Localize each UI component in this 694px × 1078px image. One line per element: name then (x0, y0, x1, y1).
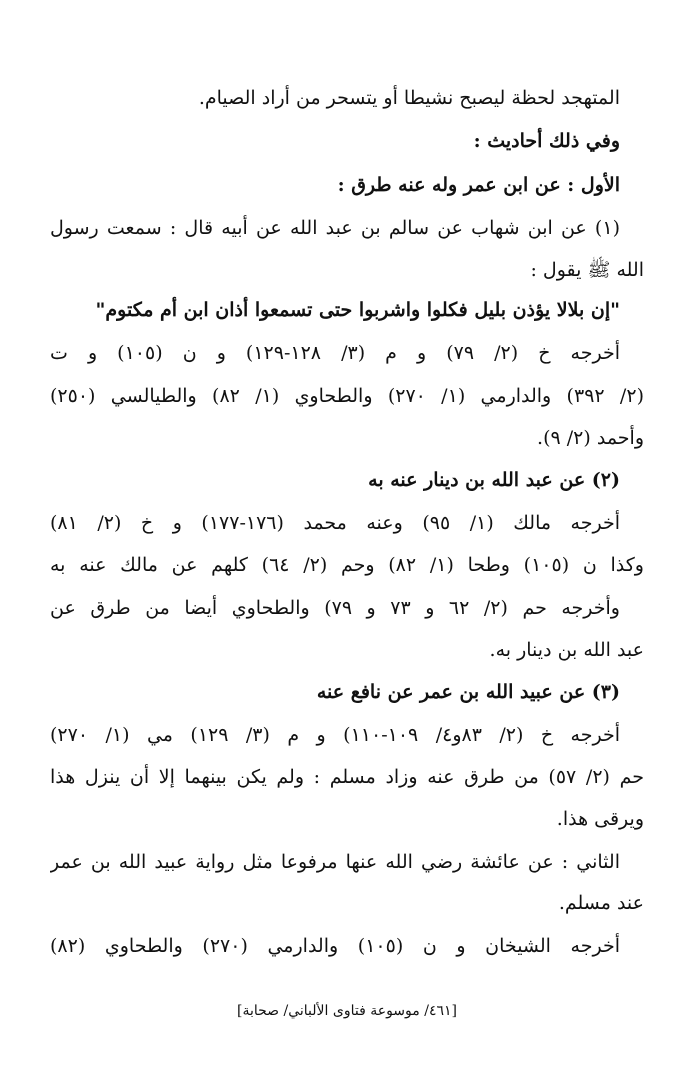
text-line: (٢/ ٣٩٢) والدارمي (١/ ٢٧٠) والطحاوي (١/ ٨٢) والطيالسي (٢٥٠) (50, 385, 644, 407)
text-line: أخرجه الشيخان و ن (١٠٥) والدارمي (٢٧٠) والطحاوي (٨٢) (50, 935, 620, 957)
text-line: عبد الله بن دينار به. (489, 639, 644, 661)
text-line: المتهجد لحظة ليصبح نشيطا أو يتسحر من أراد الصيام. (198, 87, 620, 109)
text-line: وكذا ن (١٠٥) وطحا (١/ ٨٢) وحم (٢/ ٦٤) كلهم عن مالك عنه به (50, 554, 644, 576)
text-line: حم (٢/ ٥٧) من طرق عنه وزاد مسلم : ولم يكن بينهما إلا أن ينزل هذا (50, 766, 644, 788)
text-line: أخرجه خ (٢/ ٧٩) و م (٣/ ١٢٨-١٢٩) و ن (١٠٥) و ت (50, 342, 620, 364)
text-line: الله ﷺ يقول : (530, 259, 644, 281)
text-line: أخرجه خ (٢/ ٨٣و٤/ ١٠٩-١١٠) و م (٣/ ١٢٩) مي (١/ ٢٧٠) (50, 724, 620, 746)
text-line: عند مسلم. (558, 892, 644, 914)
hadith-text: "إن بلالا يؤذن بليل فكلوا واشربوا حتى تسمعوا أذان ابن أم مكتوم" (95, 299, 620, 321)
text-line: ويرقى هذا. (556, 808, 644, 830)
text-line: وأخرجه حم (٢/ ٦٢ و ٧٣ و ٧٩) والطحاوي أيضا من طرق عن (50, 597, 620, 619)
text-line: وفي ذلك أحاديث : (473, 130, 620, 152)
page-footer: [٤٦١/ موسوعة فتاوى الألباني/ صحابة] (237, 1003, 457, 1019)
text-line: أخرجه مالك (١/ ٩٥) وعنه محمد (١٧٦-١٧٧) و خ (٢/ ٨١) (50, 512, 620, 534)
text-line: (٢) عن عبد الله بن دينار عنه به (368, 469, 620, 491)
text-line: الأول : عن ابن عمر وله عنه طرق : (337, 174, 620, 196)
text-line: الثاني : عن عائشة رضي الله عنها مرفوعا مثل رواية عبيد الله بن عمر (50, 851, 620, 873)
text-line: (١) عن ابن شهاب عن سالم بن عبد الله عن أبيه قال : سمعت رسول (50, 217, 620, 239)
text-line: وأحمد (٢/ ٩). (537, 427, 644, 449)
text-line: (٣) عن عبيد الله بن عمر عن نافع عنه (316, 681, 620, 703)
